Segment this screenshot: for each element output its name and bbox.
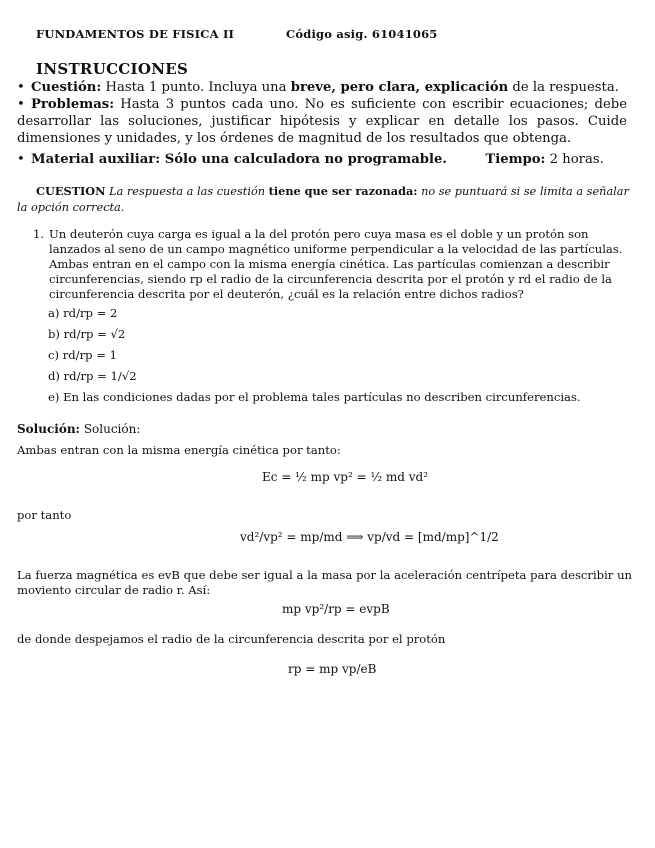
option-a: a) rd/rp = 2 <box>48 306 118 320</box>
instruction-material <box>17 151 627 168</box>
solution-paragraph-1: Ambas entran con la misma energía cinética por tanto: <box>17 443 341 457</box>
cuestion-bold-text: tiene que ser razonada: <box>268 184 418 198</box>
solution-heading: Solución: <box>17 422 80 436</box>
option-c: c) rd/rp = 1 <box>48 348 117 362</box>
bullet-icon: • <box>17 97 25 112</box>
solution-paragraph-4: de donde despejamos el radio de la circunferencia descrita por el protón <box>17 632 446 646</box>
equation-kinetic-energy: Ec = ½ mp vp² = ½ md vd² <box>262 470 429 484</box>
cuestion-italic-b: no se puntuará si se limita a señalar la opción correcta. <box>17 185 629 214</box>
material-text: Material auxiliar: Sólo una calculadora no programable. <box>31 152 447 167</box>
cuestion-notice <box>17 183 629 216</box>
cuestion-text-a: Hasta 1 punto. Incluya una <box>105 80 287 95</box>
solution-paragraph-3: La fuerza magnética es evB que debe ser igual a la masa por la aceleración centrípeta para describir un moviento circular de radio r. Así: <box>17 568 632 597</box>
cuestion-text-b: de la respuesta. <box>512 80 619 95</box>
bullet-icon: • <box>17 152 25 167</box>
solution-heading-2: Solución: <box>83 422 141 436</box>
cuestion-heading: CUESTION <box>36 184 106 198</box>
option-e: e) En las condiciones dadas por el problema tales partículas no describen circunferencias. <box>48 390 581 404</box>
course-code: Código asig. 61041065 <box>286 27 438 41</box>
cuestion-bold: breve, pero clara, explicación <box>290 80 509 95</box>
problemas-label: Problemas: <box>31 97 115 112</box>
solution-label <box>17 422 140 436</box>
course-title: FUNDAMENTOS DE FISICA II <box>36 27 235 41</box>
instruction-problemas <box>17 96 627 147</box>
equation-centripetal: mp vp²/rp = evpB <box>282 602 390 616</box>
problem-1 <box>33 227 626 302</box>
exam-header <box>36 27 438 41</box>
solution-paragraph-2: por tanto <box>17 508 72 522</box>
problemas-text: Hasta 3 puntos cada uno. No es suficiente con escribir ecuaciones; debe desarrollar las soluciones, justificar hipótesis y explicar en detalle los pasos. Cuide dimensiones y unidades, y los órdenes de magnitud de los resultados que obtenga. <box>17 97 627 146</box>
cuestion-label: Cuestión: <box>31 80 102 95</box>
problem-number: 1. <box>33 227 45 241</box>
bullet-icon: • <box>17 80 25 95</box>
option-d: d) rd/rp = 1/√2 <box>48 369 137 383</box>
cuestion-italic-a: La respuesta a las cuestión <box>109 185 266 198</box>
option-b: b) rd/rp = √2 <box>48 327 126 341</box>
problem-statement: Un deuterón cuya carga es igual a la del protón pero cuya masa es el doble y un protón son lanzados al seno de un campo magnético uniforme perpendicular a la velocidad de las partículas. Ambas entran en el campo con la misma energía cinética. Las partículas comienzan a describir circunferencias, siendo rp el radio de la circunferencia descrita por el protón y rd el radio de la circunferencia descrita por el deuterón, ¿cuál es la relación entre dichos radios? <box>49 227 623 301</box>
tiempo-label: Tiempo: <box>485 152 546 167</box>
equation-proton-radius: rp = mp vp/eB <box>288 662 377 676</box>
equation-velocity-ratio: vd²/vp² = mp/md ⟹ vp/vd = [md/mp]^1/2 <box>240 530 499 544</box>
tiempo-value: 2 horas. <box>549 152 604 167</box>
instruction-cuestion <box>17 79 627 96</box>
instructions-title: INSTRUCCIONES <box>36 60 189 78</box>
